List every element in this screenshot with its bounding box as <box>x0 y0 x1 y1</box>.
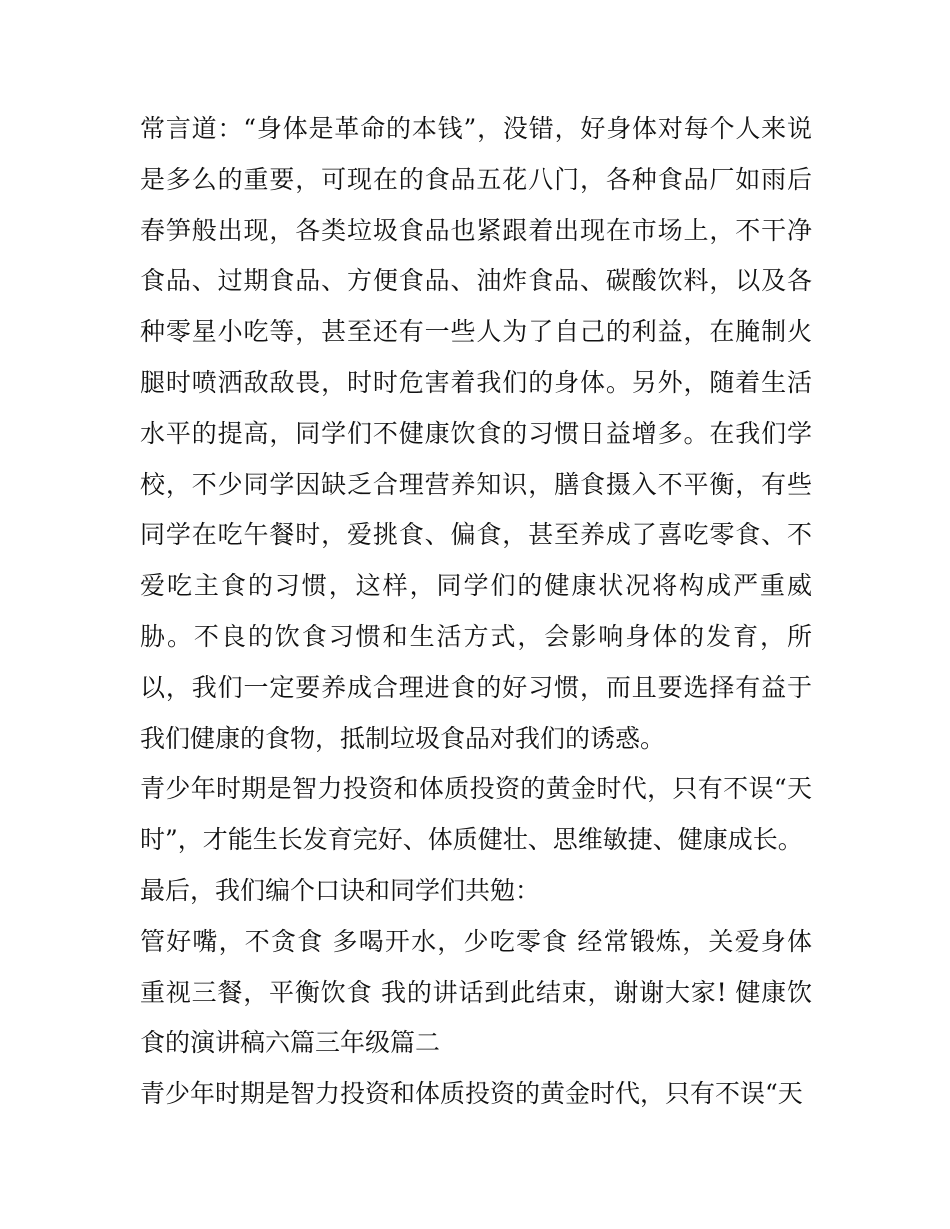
paragraph-closing-intro: 最后，我们编个口诀和同学们共勉： <box>140 875 541 905</box>
paragraph-golden-age: 青少年时期是智力投资和体质投资的黄金时代，只有不误“天时”，才能生长发育完好、体质健壮、思维敏捷、健康成长。 <box>140 774 812 855</box>
paragraph-slogan: 管好嘴，不贪食 多喝开水，少吃零食 经常锻炼，关爱身体 重视三餐，平衡饮食 我的讲话到此结束，谢谢大家! 健康饮食的演讲稿六篇三年级篇二 <box>140 926 812 1058</box>
document-body <box>140 104 812 1120</box>
paragraph-health-importance: 常言道：“身体是革命的本钱”，没错，好身体对每个人来说是多么的重要，可现在的食品五花八门，各种食品厂如雨后春笋般出现，各类垃圾食品也紧跟着出现在市场上，不干净食品、过期食品、方便食品、油炸食品、碳酸饮料，以及各种零星小吃等，甚至还有一些人为了自己的利益，在腌制火腿时喷洒敌敌畏，时时危害着我们的身体。另外，随着生活水平的提高，同学们不健康饮食的习惯日益增多。在我们学校，不少同学因缺乏合理营养知识，膳食摄入不平衡，有些同学在吃午餐时，爱挑食、偏食，甚至养成了喜吃零食、不爱吃主食的习惯，这样，同学们的健康状况将构成严重威胁。不良的饮食习惯和生活方式，会影响身体的发育，所以，我们一定要养成合理进食的好习惯，而且要选择有益于我们健康的食物，抵制垃圾食品对我们的诱惑。 <box>140 114 812 753</box>
paragraph-golden-age-repeat: 青少年时期是智力投资和体质投资的黄金时代，只有不误“天 <box>140 1079 803 1109</box>
